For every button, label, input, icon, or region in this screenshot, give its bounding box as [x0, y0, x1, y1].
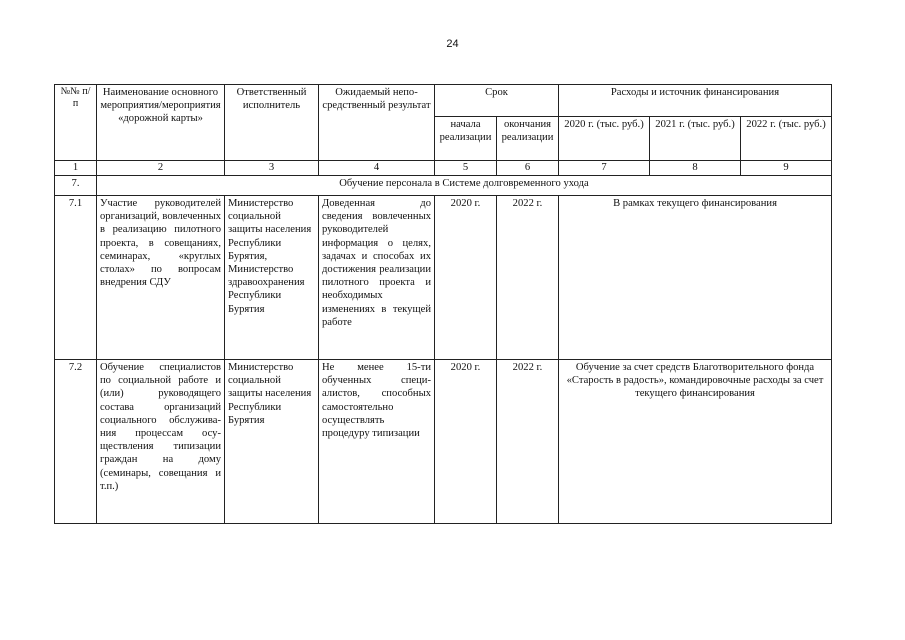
table-row	[55, 360, 832, 524]
row-end: 2022 г.	[497, 196, 559, 360]
table-row	[55, 196, 832, 360]
section-number: 7.	[55, 176, 97, 196]
column-number: 1	[55, 161, 97, 176]
row-executor: Министерство социальной защиты населения Республики Бурятия, Министерство здравоохранения Республики Бурятия	[225, 196, 319, 360]
column-numbers-row	[55, 161, 832, 176]
row-result: Не менее 15-ти обученных специалистов, способных самостоятельно осуществлять процедуру типизации	[319, 360, 435, 524]
row-end: 2022 г.	[497, 360, 559, 524]
header-result: Ожидаемый непосредственный результат	[319, 85, 435, 161]
column-number: 5	[435, 161, 497, 176]
header-expenses: Расходы и источник финансирования	[559, 85, 832, 117]
header-year-2021: 2021 г. (тыс. руб.)	[650, 117, 741, 161]
column-number: 3	[225, 161, 319, 176]
column-number: 8	[650, 161, 741, 176]
header-activity: Наименование основного мероприятия/мероприятия «дорожной карты»	[97, 85, 225, 161]
row-start: 2020 г.	[435, 360, 497, 524]
header-executor: Ответственный исполнитель	[225, 85, 319, 161]
row-result: Доведенная до сведения вовлеченных руководителей информация о целях, задачах и способах их достижения реализации пилотного проекта и необходимых изменениях в текущей работе	[319, 196, 435, 360]
header-term: Срок	[435, 85, 559, 117]
row-financing: В рамках текущего финансирования	[559, 196, 832, 360]
column-number: 6	[497, 161, 559, 176]
row-executor: Министерство социальной защиты населения Республики Бурятия	[225, 360, 319, 524]
header-number: №№ п/п	[55, 85, 97, 161]
row-activity: Участие руководителей организаций, вовлеченных в реализацию пилотного проекта, в совещаниях, семинарах, «круглых столах» по вопросам внедрения СДУ	[97, 196, 225, 360]
row-financing: Обучение за счет средств Благотворительного фонда «Старость в радость», командировочные расходы за счет текущего финансирования	[559, 360, 832, 524]
row-activity: Обучение специалистов по социальной работе и (или) руководящего состава организаций социального обслуживания процессам осуществления типизации граждан на дому (семинары, совещания и т.п.)	[97, 360, 225, 524]
row-number: 7.1	[55, 196, 97, 360]
column-number: 2	[97, 161, 225, 176]
page-number: 24	[446, 38, 459, 50]
row-number: 7.2	[55, 360, 97, 524]
roadmap-table	[54, 84, 832, 524]
row-start: 2020 г.	[435, 196, 497, 360]
column-number: 7	[559, 161, 650, 176]
header-year-2020: 2020 г. (тыс. руб.)	[559, 117, 650, 161]
section-row	[55, 176, 832, 196]
header-term-end: окончания реализации	[497, 117, 559, 161]
section-title: Обучение персонала в Системе долговременного ухода	[97, 176, 832, 196]
column-number: 9	[741, 161, 832, 176]
column-number: 4	[319, 161, 435, 176]
header-term-start: начала реализации	[435, 117, 497, 161]
header-year-2022: 2022 г. (тыс. руб.)	[741, 117, 832, 161]
